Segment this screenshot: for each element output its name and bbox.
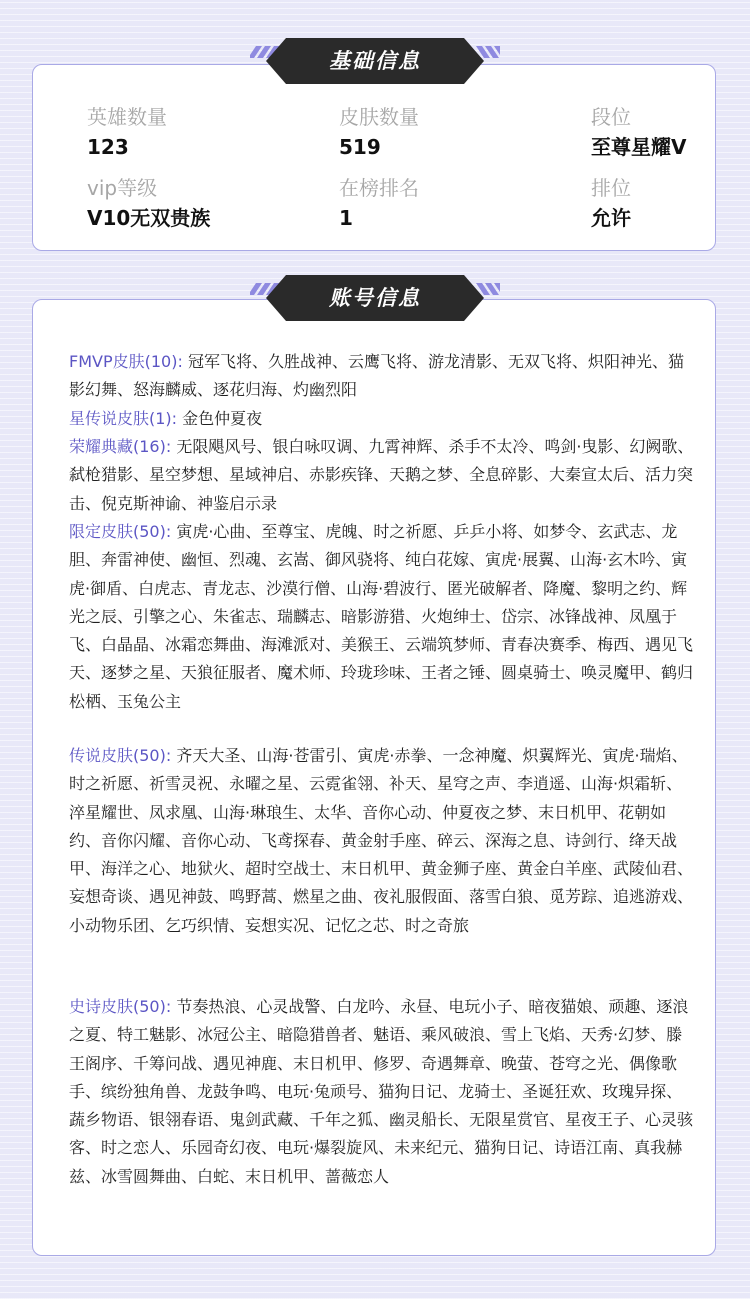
skin-list: 寅虎·心曲、至尊宝、虎魄、时之祈愿、乒乒小将、如梦令、玄武志、龙胆、奔雷神使、幽恒、烈魂、玄嵩、御风骁将、纯白花嫁、寅虎·展翼、山海·玄木吟、寅虎·御盾、白虎志、青龙志、沙漠行僧、山海·碧波行、匿光破解者、降魔、黎明之约、辉光之辰、引擎之心、朱雀志、瑞麟志、暗影游猎、火炮绅士、岱宗、冰锋战神、凤凰于飞、白晶晶、冰霜恋舞曲、海滩派对、美猴王、云端筑梦师、青春决赛季、梅西、遇见飞天、逐梦之星、天狼征服者、魔术师、玲珑珍味、王者之锤、圆桌骑士、唤灵魔甲、鹤归松栖、玉兔公主 [69, 522, 694, 711]
hero-count-field [87, 103, 167, 161]
field-label: 段位 [591, 105, 631, 129]
account-info-card [32, 299, 716, 1256]
skin-group-glory-collection [69, 433, 697, 518]
vip-level-field [87, 174, 210, 232]
field-value: V10无双贵族 [87, 206, 211, 230]
skin-category-label: 限定皮肤(50): [69, 522, 177, 541]
skin-count-field [339, 103, 419, 161]
skin-list: 齐天大圣、山海·苍雷引、寅虎·赤拳、一念神魔、炽翼辉光、寅虎·瑞焰、时之祈愿、祈雪灵祝、永曜之星、云霓雀翎、补天、星穹之声、李逍遥、山海·炽霜斩、淬星耀世、凤求凰、山海·琳琅生、太华、音你心动、仲夏夜之梦、末日机甲、花朝如约、音你闪耀、音你心动、飞鸢探春、黄金射手座、碎云、深海之息、诗剑行、绛天战甲、海洋之心、地狱火、超时空战士、末日机甲、黄金狮子座、黄金白羊座、武陵仙君、妄想奇谈、遇见神鼓、鸣野蒿、燃星之曲、夜礼服假面、落雪白狼、觅芳踪、追逃游戏、小动物乐团、乞巧织情、妄想实况、记忆之芯、时之奇旅 [69, 746, 694, 935]
field-label: 皮肤数量 [339, 105, 419, 129]
ranked-mode-field [591, 174, 631, 232]
skin-category-label: 荣耀典藏(16): [69, 437, 177, 456]
field-value: 123 [87, 135, 129, 159]
field-label: vip等级 [87, 176, 158, 200]
field-value: 至尊星耀V [591, 135, 687, 159]
field-value: 1 [339, 206, 353, 230]
skin-group-limited [69, 518, 697, 716]
basic-info-card [32, 64, 716, 251]
leaderboard-rank-field [339, 174, 419, 232]
skin-list: 节奏热浪、心灵战警、白龙吟、永昼、电玩小子、暗夜猫娘、顽趣、逐浪之夏、特工魅影、冰冠公主、暗隐猎兽者、魅语、乘风破浪、雪上飞焰、天秀·幻梦、滕王阁序、千筹问战、遇见神鹿、末日机甲、修罗、奇遇舞章、晚萤、苍穹之光、偶像歌手、缤纷独角兽、龙鼓争鸣、电玩·兔顽号、猫狗日记、龙骑士、圣诞狂欢、玫瑰异探、蔬乡物语、银翎春语、鬼剑武藏、千年之狐、幽灵船长、无限星赏官、星夜王子、心灵骇客、时之恋人、乐园奇幻夜、电玩·爆裂旋风、未来纪元、猫狗日记、诗语江南、真我赫兹、冰雪圆舞曲、白蛇、末日机甲、蔷薇恋人 [69, 997, 694, 1186]
skin-group-fmvp [69, 348, 697, 405]
field-value: 允许 [591, 206, 631, 230]
skin-category-label: FMVP皮肤(10): [69, 352, 188, 371]
skin-list: 金色仲夏夜 [182, 409, 263, 428]
field-label: 在榜排名 [339, 176, 419, 200]
basic-info-header [250, 38, 500, 84]
field-value: 519 [339, 135, 381, 159]
skin-category-label: 星传说皮肤(1): [69, 409, 183, 428]
skin-group-epic [69, 993, 697, 1191]
field-label: 排位 [591, 176, 631, 200]
skin-category-label: 传说皮肤(50): [69, 746, 177, 765]
rank-tier-field [591, 103, 686, 161]
section-title: 账号信息 [329, 286, 421, 310]
skin-group-star-legend [69, 405, 697, 433]
section-title: 基础信息 [329, 49, 421, 73]
skin-list: 冠军飞将、久胜战神、云鹰飞将、游龙清影、无双飞将、炽阳神光、猫影幻舞、怒海麟威、逐花归海、灼幽烈阳 [69, 352, 684, 400]
skin-list: 无限飓风号、银白咏叹调、九霄神辉、杀手不太冷、鸣剑·曳影、幻阙歌、弑枪猎影、星空梦想、星域神启、赤影疾锋、天鹅之梦、全息碎影、大秦宣太后、活力突击、倪克斯神谕、神鉴启示录 [69, 437, 694, 513]
account-info-header [250, 275, 500, 321]
field-label: 英雄数量 [87, 105, 167, 129]
skin-category-label: 史诗皮肤(50): [69, 997, 177, 1016]
skin-group-legend [69, 742, 697, 940]
